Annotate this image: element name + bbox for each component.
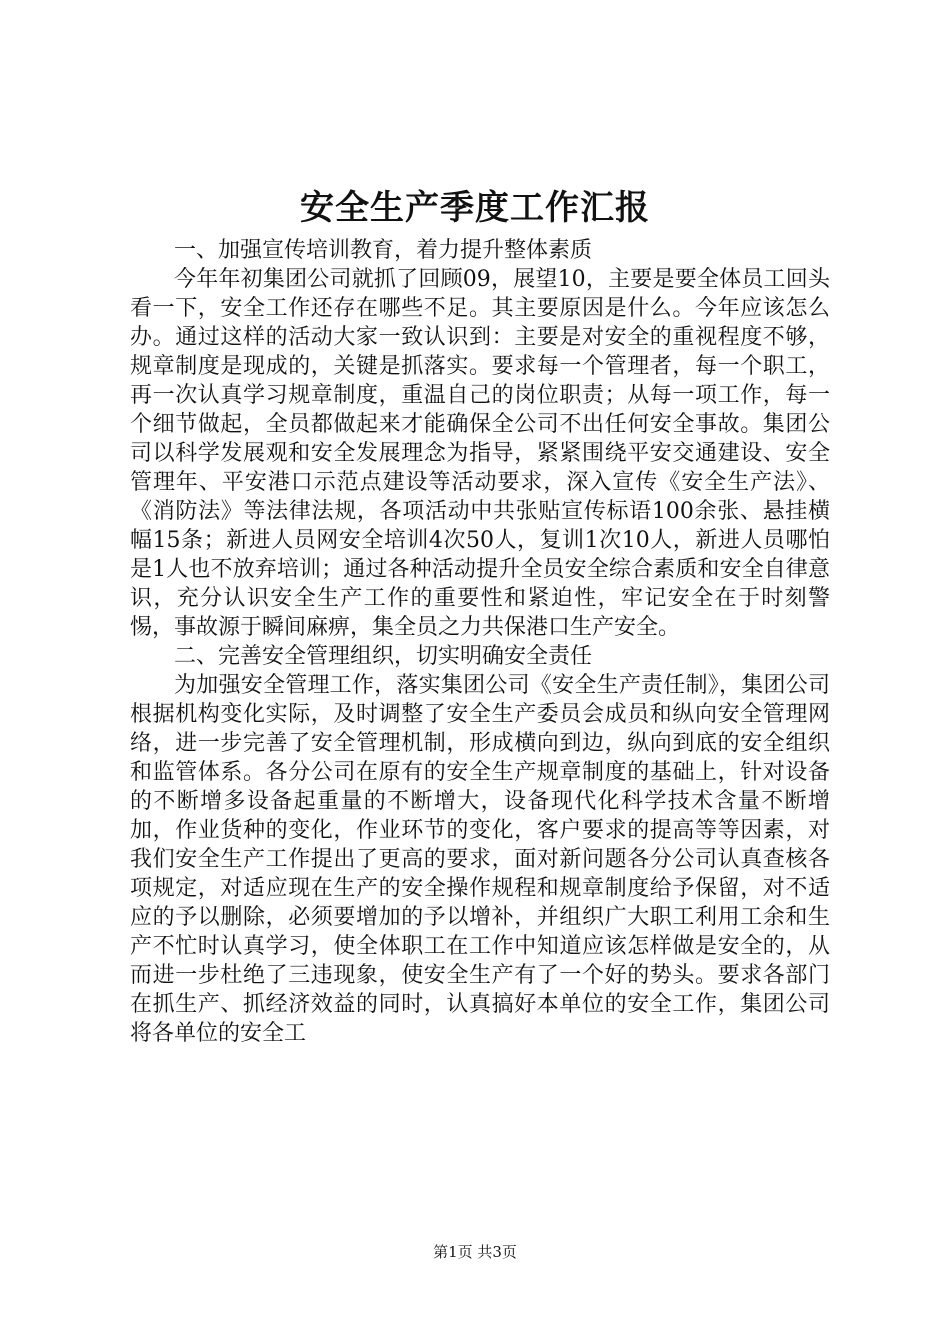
section-paragraph-2: 为加强安全管理工作，落实集团公司《安全生产责任制》，集团公司根据机构变化实际，及时调整了安全生产委员会成员和纵向安全管理网络，进一步完善了安全管理机制，形成横向到边，纵向到底的安全组织和监管体系。各分公司在原有的安全生产规章制度的基础上，针对设备的不断增多设备起重量的不断增大，设备现代化科学技术含量不断增加，作业货种的变化，作业环节的变化，客户要求的提高等等因素，对我们安全生产工作提出了更高的要求，面对新问题各分公司认真查核各项规定，对适应现在生产的安全操作规程和规章制度给予保留，对不适应的予以删除，必须要增加的予以增补，并组织广大职工利用工余和生产不忙时认真学习，使全体职工在工作中知道应该怎样做是安全的，从而进一步杜绝了三违现象，使安全生产有了一个好的势头。要求各部门在抓生产、抓经济效益的同时，认真搞好本单位的安全工作，集团公司将各单位的安全工 [130, 673, 830, 1046]
section-heading-2: 二、完善安全管理组织，切实明确安全责任 [174, 644, 593, 669]
document-title: 安全生产季度工作汇报 [300, 188, 650, 228]
document-body [130, 236, 830, 1048]
page-footer: 第1页 共3页 [433, 1243, 517, 1261]
section-paragraph-1: 今年年初集团公司就抓了回顾09，展望10，主要是要全体员工回头看一下，安全工作还存在哪些不足。其主要原因是什么。今年应该怎么办。通过这样的活动大家一致认识到：主要是对安全的重视程度不够，规章制度是现成的，关键是抓落实。要求每一个管理者，每一个职工，再一次认真学习规章制度，重温自己的岗位职责；从每一项工作，每一个细节做起，全员都做起来才能确保全公司不出任何安全事故。集团公司以科学发展观和安全发展理念为指导，紧紧围绕平安交通建设、安全管理年、平安港口示范点建设等活动要求，深入宣传《安全生产法》、《消防法》等法律法规，各项活动中共张贴宣传标语100余张、悬挂横幅15条；新进人员网安全培训4次50人，复训1次10人，新进人员哪怕是1人也不放弃培训；通过各种活动提升全员安全综合素质和安全自律意识，充分认识安全生产工作的重要性和紧迫性，牢记安全在于时刻警惕，事故源于瞬间麻痹，集全员之力共保港口生产安全。 [130, 267, 830, 640]
section-heading-1: 一、加强宣传培训教育，着力提升整体素质 [174, 238, 593, 263]
